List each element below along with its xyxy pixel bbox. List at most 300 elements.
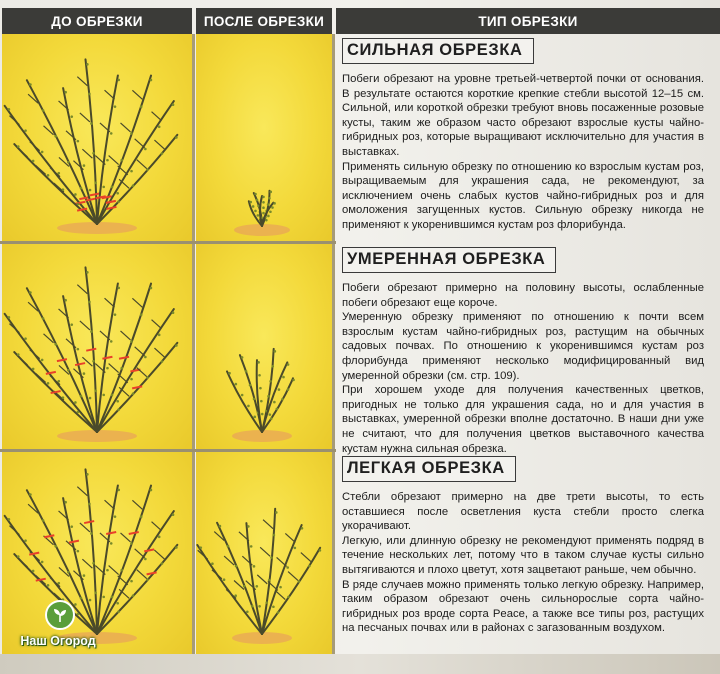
- page-bottom-edge: [0, 654, 720, 674]
- bud: [271, 206, 274, 209]
- bud: [241, 394, 244, 397]
- bud: [175, 546, 178, 549]
- bud: [262, 212, 265, 215]
- bud: [267, 215, 270, 218]
- bud: [261, 413, 264, 416]
- twig: [275, 591, 285, 600]
- bud: [272, 605, 275, 608]
- column-divider: [332, 34, 335, 654]
- bud: [253, 398, 256, 401]
- bud: [227, 545, 230, 548]
- bud: [17, 555, 20, 558]
- bud: [42, 519, 45, 522]
- bud: [308, 565, 311, 568]
- bud: [247, 525, 250, 528]
- twig: [105, 298, 115, 307]
- bud: [287, 596, 290, 599]
- twig: [152, 112, 162, 121]
- bud: [32, 368, 35, 371]
- paragraph: Легкую, или длинную обрезку не рекомендуют применять подряд в течение нескольких лет, потому что в таком случае кусты сильно вытягиваются и плохо цветут, хотя зацветают раньше, чем обычно.: [342, 534, 704, 576]
- bud: [57, 582, 60, 585]
- bud: [117, 287, 120, 290]
- bud: [88, 301, 91, 304]
- bud: [54, 545, 57, 548]
- bud: [158, 126, 161, 129]
- cut-mark: [144, 549, 154, 551]
- bud: [172, 513, 175, 516]
- twig: [66, 339, 76, 348]
- bud: [275, 511, 278, 514]
- bud: [92, 360, 95, 363]
- bud: [301, 527, 304, 530]
- bud: [228, 372, 231, 375]
- bud: [211, 562, 214, 565]
- bud: [102, 394, 105, 397]
- cut-mark: [132, 386, 142, 388]
- bud: [54, 343, 57, 346]
- cut-mark: [69, 541, 79, 543]
- twig: [109, 156, 119, 165]
- bud: [260, 400, 263, 403]
- bud: [130, 378, 133, 381]
- bud: [262, 201, 265, 204]
- bud: [80, 395, 83, 398]
- bud: [67, 571, 70, 574]
- twig: [18, 148, 28, 157]
- twig: [277, 557, 287, 566]
- bud: [132, 392, 135, 395]
- twig: [154, 550, 164, 559]
- bud: [158, 536, 161, 539]
- bud: [106, 159, 109, 162]
- twig: [80, 113, 90, 122]
- bud: [130, 542, 133, 545]
- twig: [135, 347, 145, 356]
- twig: [257, 575, 267, 584]
- twig: [73, 369, 83, 378]
- bud: [62, 188, 65, 191]
- bud: [140, 515, 143, 518]
- bud: [253, 565, 256, 568]
- rose-bush-before-moderate-illustration: [2, 244, 192, 449]
- bud: [130, 340, 133, 343]
- bud: [175, 136, 178, 139]
- bud: [268, 197, 271, 200]
- bud: [249, 201, 252, 204]
- paragraph: В ряде случаев можно применять только легкую обрезку. Например, таким образом обрезают очень сильнорослые сорта чайно-гибридных роз вроде сорта Peace, а также все типы роз, растущих на песчаных почвах или в районах с загазованным воздухом.: [342, 578, 704, 635]
- bud: [172, 311, 175, 314]
- rose-bush-after-light-illustration: [196, 452, 332, 654]
- bud: [117, 610, 120, 613]
- bud: [111, 394, 114, 397]
- paragraph: Стебли обрезают примерно на две трети высоты, то есть оставшиеся после осветления куста стебли просто слегка укорачивают.: [342, 491, 704, 533]
- bud: [245, 370, 248, 373]
- cut-mark: [84, 521, 94, 523]
- bud: [41, 561, 44, 564]
- section-body: [342, 72, 704, 233]
- bud: [74, 401, 77, 404]
- bud: [8, 316, 11, 319]
- bud: [77, 550, 80, 553]
- bud: [273, 202, 276, 205]
- bud: [74, 193, 77, 196]
- twig: [105, 90, 115, 99]
- bud: [86, 473, 89, 476]
- twig: [73, 571, 83, 580]
- bud: [70, 525, 73, 528]
- bud: [271, 365, 274, 368]
- bud: [282, 376, 285, 379]
- twig: [109, 364, 119, 373]
- bud: [117, 489, 120, 492]
- bud: [276, 408, 279, 411]
- bud: [47, 174, 50, 177]
- bud: [294, 547, 297, 550]
- cut-mark: [86, 199, 96, 201]
- bud: [110, 542, 113, 545]
- stem: [240, 355, 262, 432]
- bud: [130, 170, 133, 173]
- bud: [116, 400, 119, 403]
- twig: [288, 572, 298, 581]
- bud: [17, 353, 20, 356]
- twig: [77, 487, 87, 496]
- bud: [80, 187, 83, 190]
- bud: [234, 594, 237, 597]
- twig: [80, 321, 90, 330]
- bud: [8, 518, 11, 521]
- bud: [89, 189, 92, 192]
- bud: [94, 182, 97, 185]
- twig: [109, 566, 119, 575]
- bud: [262, 196, 265, 199]
- bud: [150, 287, 153, 290]
- bud: [269, 191, 272, 194]
- stem: [260, 196, 262, 226]
- twig: [80, 523, 90, 532]
- bud: [144, 356, 147, 359]
- cut-mark: [86, 349, 96, 351]
- cut-mark: [44, 535, 54, 537]
- twig: [18, 558, 28, 567]
- bud: [111, 186, 114, 189]
- bud: [267, 203, 270, 206]
- bud: [150, 489, 153, 492]
- bud: [269, 210, 272, 213]
- paragraph: Умеренную обрезку применяют по отношению к почти всем взрослым кустам чайно-гибридных роз, растущим на обычных садовых почвах. По отношению к укоренившимся кустам роз флорибунда применяют несколько модифицированный вид умеренной обрезки (см. стр. 109).: [342, 311, 704, 382]
- bud: [262, 206, 265, 209]
- bud: [29, 493, 32, 496]
- cut-mark: [90, 193, 100, 195]
- bud: [269, 413, 272, 416]
- twig: [77, 77, 87, 86]
- paragraph: Применять сильную обрезку по отношению ко взрослым кустам роз, выращиваемым для украшения сада, не рекомендуют, за исключением очень слабых кустов чайно-гибридных роз и для омоложения загущенных кустов. Сильную обрезку никогда не применяют к укоренившимся кустам роз флорибунда.: [342, 160, 704, 231]
- section-title: СИЛЬНАЯ ОБРЕЗКА: [342, 38, 534, 64]
- twig: [82, 357, 92, 366]
- stem: [97, 135, 177, 224]
- bud: [32, 160, 35, 163]
- twig: [18, 356, 28, 365]
- stem: [97, 545, 177, 634]
- bud: [117, 408, 120, 411]
- bud: [241, 356, 244, 359]
- bud: [250, 545, 253, 548]
- stem: [97, 101, 174, 224]
- bud: [146, 168, 149, 171]
- bud: [278, 388, 281, 391]
- bud: [106, 367, 109, 370]
- bud: [117, 200, 120, 203]
- bud: [246, 610, 249, 613]
- bud: [270, 556, 273, 559]
- bud: [172, 103, 175, 106]
- twig: [30, 142, 40, 151]
- bud: [252, 205, 255, 208]
- header-pruning-type: ТИП ОБРЕЗКИ: [336, 8, 720, 34]
- twig: [9, 526, 19, 535]
- twig: [263, 520, 273, 529]
- twig: [135, 139, 145, 148]
- bud: [77, 348, 80, 351]
- site-logo: [8, 600, 108, 664]
- bud: [158, 334, 161, 337]
- bud: [94, 592, 97, 595]
- section-title: УМЕРЕННАЯ ОБРЕЗКА: [342, 247, 556, 273]
- section-title: ЛЕГКАЯ ОБРЕЗКА: [342, 456, 516, 482]
- twig: [285, 533, 295, 542]
- bud: [88, 503, 91, 506]
- bud: [57, 172, 60, 175]
- bud: [120, 569, 123, 572]
- twig: [121, 331, 131, 340]
- twig: [246, 581, 256, 590]
- bud: [83, 164, 86, 167]
- bud: [90, 330, 93, 333]
- bud: [90, 532, 93, 535]
- bud: [265, 219, 268, 222]
- bud: [199, 546, 202, 549]
- bud: [114, 313, 117, 316]
- bud: [270, 417, 273, 420]
- twig: [154, 140, 164, 149]
- bud: [32, 570, 35, 573]
- bud: [120, 159, 123, 162]
- bud: [130, 132, 133, 135]
- stem: [257, 360, 262, 432]
- bud: [251, 605, 254, 608]
- bud: [64, 91, 67, 94]
- cut-mark: [102, 357, 112, 359]
- bud: [132, 594, 135, 597]
- twig: [154, 348, 164, 357]
- twig: [152, 522, 162, 531]
- bud: [110, 132, 113, 135]
- bud: [24, 539, 27, 542]
- bud: [102, 596, 105, 599]
- cut-mark: [119, 357, 129, 359]
- twig: [137, 160, 147, 169]
- bud: [265, 601, 268, 604]
- bud: [64, 501, 67, 504]
- bud: [42, 109, 45, 112]
- bud: [267, 395, 270, 398]
- bud: [80, 597, 83, 600]
- bud: [253, 416, 256, 419]
- twig: [82, 559, 92, 568]
- bud: [110, 340, 113, 343]
- cut-mark: [106, 207, 116, 209]
- bud: [287, 388, 290, 391]
- paragraph: Побеги обрезают примерно на половину высоты, ослабленные побеги обрезают еще короче.: [342, 282, 704, 309]
- bud: [259, 387, 262, 390]
- twig: [152, 320, 162, 329]
- twig: [66, 131, 76, 140]
- bud: [258, 374, 261, 377]
- twig: [121, 123, 131, 132]
- bud: [114, 515, 117, 518]
- bud: [86, 271, 89, 274]
- bud: [70, 323, 73, 326]
- bud: [281, 398, 284, 401]
- twig: [137, 570, 147, 579]
- rose-bush-after-moderate-illustration: [196, 244, 332, 449]
- bud: [269, 380, 272, 383]
- twig: [135, 549, 145, 558]
- bud: [286, 566, 289, 569]
- header-after-pruning: ПОСЛЕ ОБРЕЗКИ: [196, 8, 332, 34]
- bud: [117, 79, 120, 82]
- bud: [92, 562, 95, 565]
- bud: [146, 376, 149, 379]
- bud: [130, 580, 133, 583]
- bud: [42, 317, 45, 320]
- bud: [90, 122, 93, 125]
- bud: [77, 140, 80, 143]
- bud: [255, 585, 258, 588]
- bud: [111, 596, 114, 599]
- logo-text: Наш Огород: [20, 634, 96, 648]
- cut-mark: [147, 572, 157, 574]
- bud: [57, 380, 60, 383]
- paragraph: Побеги обрезают на уровне третьей-четвертой почки от основания. В результате остаются короткие крепкие стебли высотой 12–15 см. Сильной, или короткой обрезки требуют вновь посаженные розовые кусты, таким же образом часто обрезают взрослые кусты чайно-гибридных роз, которые выращивают исключительно для участия в выставках.: [342, 73, 704, 158]
- bud: [88, 93, 91, 96]
- twig: [132, 90, 142, 99]
- bud: [140, 105, 143, 108]
- bud: [287, 363, 290, 366]
- twig: [132, 500, 142, 509]
- bud: [106, 569, 109, 572]
- bud: [41, 151, 44, 154]
- cut-mark: [106, 532, 116, 534]
- bud: [249, 384, 252, 387]
- bud: [273, 534, 276, 537]
- twig: [77, 285, 87, 294]
- bud: [219, 525, 222, 528]
- bud: [29, 83, 32, 86]
- bud: [62, 396, 65, 399]
- column-divider: [192, 34, 195, 654]
- twig: [105, 500, 115, 509]
- bud: [319, 549, 322, 552]
- twig: [30, 350, 40, 359]
- cut-mark: [75, 363, 85, 365]
- bud: [175, 344, 178, 347]
- bud: [102, 186, 105, 189]
- rose-bush-after-strong-illustration: [196, 34, 332, 241]
- bud: [92, 152, 95, 155]
- bud: [254, 193, 257, 196]
- twig: [82, 149, 92, 158]
- twig: [36, 165, 46, 174]
- bud: [254, 210, 257, 213]
- bud: [298, 580, 301, 583]
- bud: [235, 565, 238, 568]
- bud: [258, 605, 261, 608]
- bud: [144, 148, 147, 151]
- rose-bush-before-strong-illustration: [2, 34, 192, 241]
- bud: [257, 361, 260, 364]
- bud: [24, 129, 27, 132]
- bud: [70, 115, 73, 118]
- twig: [260, 547, 270, 556]
- bud: [77, 411, 80, 414]
- bud: [257, 214, 260, 217]
- bud: [292, 379, 295, 382]
- bud: [243, 585, 246, 588]
- section-body: [342, 490, 704, 636]
- bud: [256, 199, 259, 202]
- bud: [41, 359, 44, 362]
- bud: [161, 360, 164, 363]
- bud: [132, 184, 135, 187]
- bud: [140, 313, 143, 316]
- bud: [120, 367, 123, 370]
- bud: [17, 145, 20, 148]
- twig: [9, 116, 19, 125]
- twig: [73, 161, 83, 170]
- bud: [83, 574, 86, 577]
- cut-mark: [79, 197, 89, 199]
- section-strong-pruning: [342, 38, 704, 233]
- bud: [64, 299, 67, 302]
- bud: [24, 337, 27, 340]
- bud: [89, 397, 92, 400]
- sprout-icon: [45, 600, 75, 630]
- bud: [116, 602, 119, 605]
- bud: [150, 79, 153, 82]
- bud: [146, 578, 149, 581]
- twig: [137, 368, 147, 377]
- twig: [36, 373, 46, 382]
- bud: [144, 558, 147, 561]
- bud: [47, 584, 50, 587]
- twig: [212, 570, 222, 579]
- section-moderate-pruning: [342, 247, 704, 456]
- bud: [94, 390, 97, 393]
- bud: [279, 586, 282, 589]
- twig: [301, 553, 311, 562]
- bud: [223, 578, 226, 581]
- bud: [54, 135, 57, 138]
- bud: [161, 152, 164, 155]
- section-light-pruning: [342, 456, 704, 636]
- bud: [114, 105, 117, 108]
- bud: [116, 192, 119, 195]
- bud: [77, 203, 80, 206]
- header-before-pruning: ДО ОБРЕЗКИ: [2, 8, 192, 34]
- stem: [97, 511, 174, 634]
- bud: [247, 405, 250, 408]
